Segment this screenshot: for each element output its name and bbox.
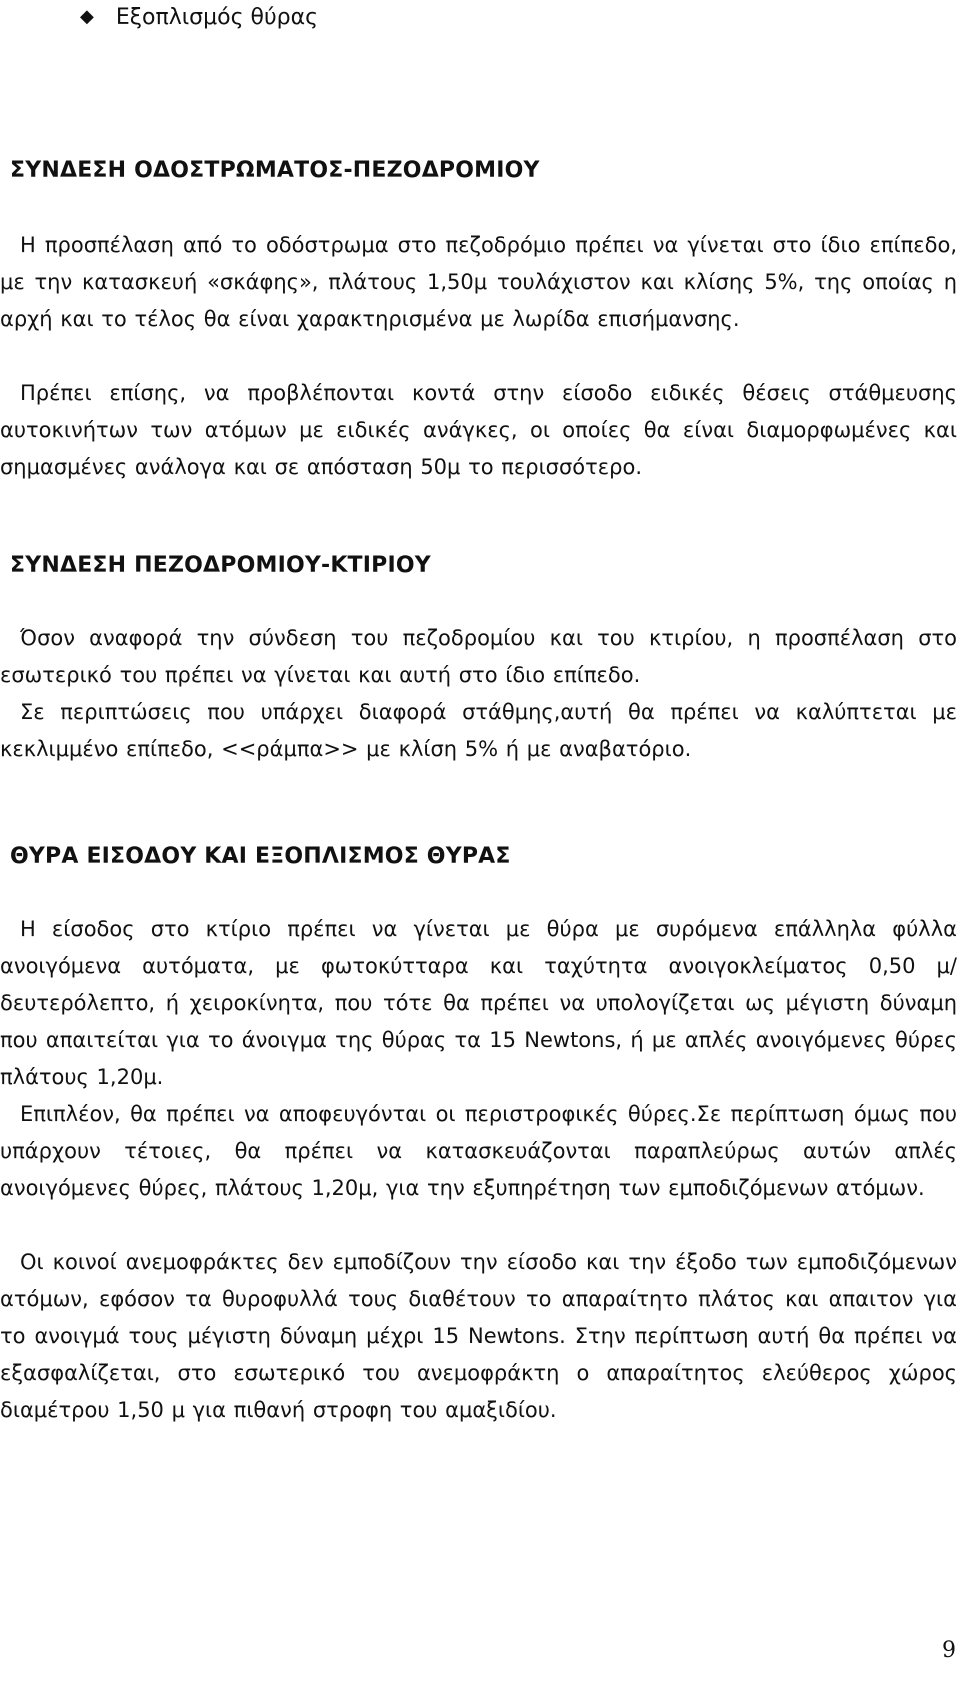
paragraph: Η προσπέλαση από το οδόστρωμα στο πεζοδρόμιο πρέπει να γίνεται στο ίδιο επίπεδο, με την κατασκευή «σκάφης», πλάτους 1,50μ τουλάχιστον και κλίσης 5%, της οποίας η αρχή και το τέλος θα είναι χαρακτηρισμένα με λωρίδα επισήμανσης. bbox=[0, 233, 957, 331]
bullet-item bbox=[80, 0, 318, 34]
paragraph: Όσον αναφορά την σύνδεση του πεζοδρομίου και του κτιρίου, η προσπέλαση στο εσωτερικό του πρέπει να γίνεται και αυτή στο ίδιο επίπεδο. bbox=[0, 626, 957, 687]
page-number: 9 bbox=[942, 1638, 956, 1663]
section-heading-entrance-door: ΘΥΡΑ ΕΙΣΟΔΟΥ ΚΑΙ ΕΞΟΠΛΙΣΜΟΣ ΘΥΡΑΣ bbox=[10, 844, 511, 869]
paragraph: Πρέπει επίσης, να προβλέπονται κοντά στην είσοδο ειδικές θέσεις στάθμευσης αυτοκινήτων των ατόμων με ειδικές ανάγκες, οι οποίες θα είναι διαμορφωμένες και σημασμένες ανάλογα και σε απόσταση 50μ το περισσότερο. bbox=[0, 381, 957, 479]
paragraph: Η είσοδος στο κτίριο πρέπει να γίνεται με θύρα με συρόμενα επάλληλα φύλλα ανοιγόμενα αυτόματα, με φωτοκύτταρα και ταχύτητα ανοιγοκλείματος 0,50 μ/δευτερόλεπτο, ή χειροκίνητα, που τότε θα πρέπει να υπολογίζεται ως μέγιστη δύναμη που απαιτείται για το άνοιγμα της θύρας τα 15 Newtons, ή με απλές ανοιγόμενες θύρες πλάτους 1,20μ. bbox=[0, 917, 957, 1089]
section-heading-road-sidewalk: ΣΥΝΔΕΣΗ ΟΔΟΣΤΡΩΜΑΤΟΣ-ΠΕΖΟΔΡΟΜΙΟΥ bbox=[10, 158, 540, 183]
paragraph: Σε περιπτώσεις που υπάρχει διαφορά στάθμης,αυτή θα πρέπει να καλύπτεται με κεκλιμμένο επίπεδο, <<ράμπα>> με κλίση 5% ή με αναβατόριο. bbox=[0, 700, 957, 761]
bullet-text: Εξοπλισμός θύρας bbox=[115, 4, 319, 30]
diamond-bullet-icon: ◆ bbox=[80, 5, 94, 27]
section-heading-sidewalk-building: ΣΥΝΔΕΣΗ ΠΕΖΟΔΡΟΜΙΟΥ-ΚΤΙΡΙΟΥ bbox=[10, 553, 431, 578]
paragraph: Οι κοινοί ανεμοφράκτες δεν εμποδίζουν την είσοδο και την έξοδο των εμποδιζόμενων ατόμων, εφόσον τα θυροφυλλά τους διαθέτουν το απαραίτητο πλάτος και απαιτον για το ανοιγμά τους μέγιστη δύναμη μέχρι 15 Newtons. Στην περίπτωση αυτή θα πρέπει να εξασφαλίζεται, στο εσωτερικό του ανεμοφράκτη ο απαραίτητος ελεύθερος χώρος διαμέτρου 1,50 μ για πιθανή στροφη του αμαξιδίου. bbox=[0, 1250, 957, 1422]
paragraph: Επιπλέον, θα πρέπει να αποφευγόνται οι περιστροφικές θύρες.Σε περίπτωση όμως που υπάρχουν τέτοιες, θα πρέπει να κατασκευάζονται παραπλεύρως αυτών απλές ανοιγόμενες θύρες, πλάτους 1,20μ, για την εξυπηρέτηση των εμποδιζόμενων ατόμων. bbox=[0, 1102, 957, 1200]
